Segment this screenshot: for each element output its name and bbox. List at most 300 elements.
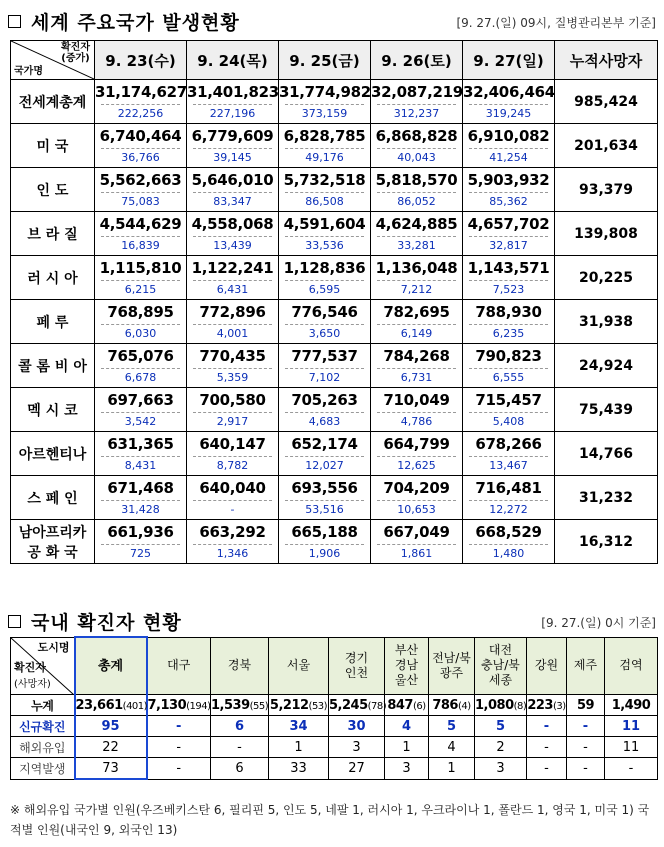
cumulative-deaths: 24,924 — [555, 344, 658, 388]
value: - — [582, 718, 589, 734]
case-cell — [463, 80, 555, 124]
value: 3 — [496, 760, 505, 776]
new-cases: - — [193, 500, 272, 518]
new-cases: 8,431 — [101, 456, 180, 474]
case-cell — [371, 300, 463, 344]
value: - — [583, 760, 588, 776]
region-value — [567, 737, 605, 758]
total-cases: 1,115,810 — [99, 259, 182, 277]
value: 2 — [496, 739, 505, 755]
new-cases: 1,480 — [469, 544, 548, 562]
new-cases: 6,149 — [377, 324, 456, 342]
value: 7,130 — [147, 697, 187, 713]
case-cell — [187, 168, 279, 212]
total-cases: 663,292 — [199, 523, 266, 541]
new-cases: 53,516 — [285, 500, 364, 518]
case-cell — [279, 344, 371, 388]
total-cases: 6,740,464 — [99, 127, 182, 145]
value: 3 — [402, 760, 411, 776]
case-cell — [463, 124, 555, 168]
total-cases: 31,401,823 — [187, 83, 279, 101]
square-bullet-icon — [8, 615, 21, 628]
total-cases: 631,365 — [107, 435, 174, 453]
death-count: (194) — [186, 700, 211, 712]
total-cases: 678,266 — [475, 435, 542, 453]
total-cases: 693,556 — [291, 479, 358, 497]
total-cases: 790,823 — [475, 347, 542, 365]
region-value — [147, 695, 211, 716]
case-cell — [187, 300, 279, 344]
value: 5 — [446, 718, 457, 734]
new-cases: 32,817 — [469, 236, 548, 254]
total-cases: 777,537 — [291, 347, 358, 365]
value: 23,661 — [75, 697, 123, 713]
cumulative-deaths: 75,439 — [555, 388, 658, 432]
case-cell — [279, 300, 371, 344]
cumulative-deaths: 16,312 — [555, 520, 658, 564]
region-header: 서울 — [269, 637, 329, 695]
case-cell — [371, 432, 463, 476]
value: 4 — [447, 739, 456, 755]
country-name: 남아프리카 공 화 국 — [11, 520, 95, 564]
new-cases: 7,523 — [469, 280, 548, 298]
case-cell — [371, 256, 463, 300]
total-cases: 4,591,604 — [283, 215, 366, 233]
new-cases: 86,508 — [285, 192, 364, 210]
total-cases: 665,188 — [291, 523, 358, 541]
total-cases: 6,828,785 — [283, 127, 366, 145]
total-cases: 1,128,836 — [283, 259, 366, 277]
region-value — [211, 695, 269, 716]
total-cases: 4,558,068 — [191, 215, 274, 233]
region-value — [75, 716, 147, 737]
region-value — [527, 758, 567, 780]
new-cases: 12,027 — [285, 456, 364, 474]
case-cell — [95, 520, 187, 564]
total-cases: 705,263 — [291, 391, 358, 409]
case-cell — [279, 124, 371, 168]
new-cases: 33,281 — [377, 236, 456, 254]
total-cases: 765,076 — [107, 347, 174, 365]
date-header: 9. 25(금) — [279, 41, 371, 80]
total-cases: 784,268 — [383, 347, 450, 365]
corner-city-label: 도시명 — [37, 640, 70, 654]
case-cell — [95, 432, 187, 476]
total-cases: 32,406,464 — [463, 83, 555, 101]
new-cases: 2,917 — [193, 412, 272, 430]
value: - — [543, 718, 550, 734]
case-cell — [279, 80, 371, 124]
total-cases: 668,529 — [475, 523, 542, 541]
region-value — [269, 737, 329, 758]
case-cell — [95, 388, 187, 432]
new-cases: 6,235 — [469, 324, 548, 342]
new-cases: 3,650 — [285, 324, 364, 342]
total-cases: 5,903,932 — [467, 171, 550, 189]
domestic-row — [11, 695, 658, 716]
new-cases: 5,359 — [193, 368, 272, 386]
total-cases: 661,936 — [107, 523, 174, 541]
region-header: 경북 — [211, 637, 269, 695]
region-header: 대구 — [147, 637, 211, 695]
total-cases: 667,049 — [383, 523, 450, 541]
total-cases: 1,136,048 — [375, 259, 458, 277]
case-cell — [371, 212, 463, 256]
new-cases: 40,043 — [377, 148, 456, 166]
new-cases: 227,196 — [193, 104, 272, 122]
value: 1 — [402, 739, 411, 755]
new-cases: 39,145 — [193, 148, 272, 166]
case-cell — [371, 80, 463, 124]
new-cases: 6,215 — [101, 280, 180, 298]
total-cases: 5,562,663 — [99, 171, 182, 189]
new-cases: 6,678 — [101, 368, 180, 386]
case-cell — [463, 344, 555, 388]
world-status-table — [10, 40, 658, 564]
value: 73 — [102, 760, 119, 776]
case-cell — [279, 212, 371, 256]
region-value — [385, 758, 429, 780]
case-cell — [187, 212, 279, 256]
value: - — [628, 760, 634, 776]
case-cell — [371, 124, 463, 168]
country-row — [11, 256, 658, 300]
case-cell — [95, 476, 187, 520]
new-cases: 36,766 — [101, 148, 180, 166]
total-cases: 700,580 — [199, 391, 266, 409]
country-name: 페 루 — [11, 300, 95, 344]
country-name: 스 페 인 — [11, 476, 95, 520]
corner-deaths-label: (사망자) — [14, 679, 51, 690]
value: 5 — [495, 718, 506, 734]
region-value — [75, 695, 147, 716]
new-cases: 83,347 — [193, 192, 272, 210]
case-cell — [95, 124, 187, 168]
country-row — [11, 432, 658, 476]
region-value — [605, 758, 658, 780]
death-count: (3) — [552, 700, 566, 712]
region-value — [147, 737, 211, 758]
new-cases: 10,653 — [377, 500, 456, 518]
value: 1,539 — [211, 697, 250, 713]
value: - — [583, 739, 588, 755]
new-cases: 49,176 — [285, 148, 364, 166]
new-cases: 6,731 — [377, 368, 456, 386]
death-count: (4) — [457, 700, 471, 712]
section1-header — [8, 8, 240, 35]
total-cases: 671,468 — [107, 479, 174, 497]
new-cases: 5,408 — [469, 412, 548, 430]
case-cell — [279, 256, 371, 300]
region-value — [147, 716, 211, 737]
case-cell — [95, 212, 187, 256]
total-cases: 710,049 — [383, 391, 450, 409]
case-cell — [279, 520, 371, 564]
new-cases: 12,272 — [469, 500, 548, 518]
value: - — [237, 739, 242, 755]
region-value — [75, 737, 147, 758]
total-cases: 5,646,010 — [191, 171, 274, 189]
value: 34 — [289, 718, 308, 734]
footnote: ※ 해외유입 국가별 인원(우즈베키스탄 6, 필리핀 5, 인도 5, 네팔 1, 러시아 1, 우크라이나 1, 폴란드 1, 영국 1, 미국 1) 국적별 인원(내국인 9, 외국인 13) — [10, 803, 650, 837]
total-cases: 6,910,082 — [467, 127, 550, 145]
value: 5,245 — [329, 697, 368, 713]
total-cases: 31,774,982 — [279, 83, 371, 101]
new-cases: 6,595 — [285, 280, 364, 298]
value: - — [176, 739, 182, 755]
country-name: 러 시 아 — [11, 256, 95, 300]
value: 22 — [102, 739, 119, 755]
value: - — [176, 760, 182, 776]
new-cases: 13,467 — [469, 456, 548, 474]
total-cases: 772,896 — [199, 303, 266, 321]
new-cases: 7,212 — [377, 280, 456, 298]
case-cell — [463, 256, 555, 300]
row-label: 누계 — [11, 695, 75, 716]
total-cases: 32,087,219 — [371, 83, 463, 101]
region-value — [605, 737, 658, 758]
value: 1 — [447, 760, 456, 776]
death-count: (78) — [367, 700, 387, 712]
new-cases: 31,428 — [101, 500, 180, 518]
region-value — [211, 758, 269, 780]
case-cell — [187, 344, 279, 388]
case-cell — [371, 476, 463, 520]
value: 1,490 — [611, 697, 651, 713]
new-cases: 16,839 — [101, 236, 180, 254]
cumulative-deaths: 93,379 — [555, 168, 658, 212]
total-cases: 4,657,702 — [467, 215, 550, 233]
new-cases: 75,083 — [101, 192, 180, 210]
value: 5,212 — [269, 697, 309, 713]
region-value — [567, 716, 605, 737]
value: 11 — [621, 718, 641, 734]
case-cell — [95, 168, 187, 212]
cumulative-deaths: 31,938 — [555, 300, 658, 344]
case-cell — [95, 256, 187, 300]
case-cell — [463, 212, 555, 256]
country-row — [11, 520, 658, 564]
case-cell — [187, 520, 279, 564]
row-label: 해외유입 — [11, 737, 75, 758]
new-cases: 8,782 — [193, 456, 272, 474]
value: 1 — [294, 739, 303, 755]
value: 6 — [235, 760, 244, 776]
region-value — [147, 758, 211, 780]
total-cases: 640,147 — [199, 435, 266, 453]
case-cell — [371, 168, 463, 212]
corner-bottom-label: 국가명 — [14, 66, 43, 77]
country-row — [11, 168, 658, 212]
country-row — [11, 80, 658, 124]
region-header: 대전 충남/북 세종 — [475, 637, 527, 695]
region-value — [527, 737, 567, 758]
region-value — [475, 758, 527, 780]
total-cases: 664,799 — [383, 435, 450, 453]
region-header: 검역 — [605, 637, 658, 695]
value: - — [544, 760, 549, 776]
total-cases: 715,457 — [475, 391, 542, 409]
region-value — [429, 695, 475, 716]
case-cell — [187, 124, 279, 168]
value: - — [544, 739, 549, 755]
section2-header — [8, 608, 182, 635]
total-cases: 640,040 — [199, 479, 266, 497]
region-value — [527, 716, 567, 737]
total-cases: 31,174,627 — [95, 83, 187, 101]
region-value — [329, 758, 385, 780]
date-header: 9. 24(목) — [187, 41, 279, 80]
section2-note: [9. 27.(일) 0시 기준] — [541, 616, 656, 630]
domestic-row — [11, 758, 658, 780]
country-name: 멕 시 코 — [11, 388, 95, 432]
case-cell — [187, 256, 279, 300]
case-cell — [463, 432, 555, 476]
new-cases: 373,159 — [285, 104, 364, 122]
death-count: (53) — [308, 700, 328, 712]
region-header: 강원 — [527, 637, 567, 695]
total-cases: 5,732,518 — [283, 171, 366, 189]
country-row — [11, 212, 658, 256]
case-cell — [463, 520, 555, 564]
domestic-row — [11, 737, 658, 758]
corner-confirmed-label: 확진자 — [14, 660, 46, 674]
cumulative-deaths: 31,232 — [555, 476, 658, 520]
country-name: 전세계총계 — [11, 80, 95, 124]
new-cases: 6,431 — [193, 280, 272, 298]
value: 33 — [290, 760, 307, 776]
section1-title: 세계 주요국가 발생현황 — [31, 12, 240, 34]
value: 11 — [622, 739, 640, 755]
total-cases: 4,544,629 — [99, 215, 182, 233]
cumulative-deaths: 20,225 — [555, 256, 658, 300]
region-value — [385, 737, 429, 758]
case-cell — [463, 476, 555, 520]
case-cell — [463, 168, 555, 212]
case-cell — [279, 432, 371, 476]
new-cases: 13,439 — [193, 236, 272, 254]
region-value — [567, 758, 605, 780]
new-cases: 1,906 — [285, 544, 364, 562]
new-cases: 4,001 — [193, 324, 272, 342]
total-cases: 782,695 — [383, 303, 450, 321]
corner-top-label: 확진자 (증가) — [61, 42, 90, 64]
date-header: 9. 23(수) — [95, 41, 187, 80]
case-cell — [279, 476, 371, 520]
new-cases: 3,542 — [101, 412, 180, 430]
case-cell — [95, 344, 187, 388]
case-cell — [279, 168, 371, 212]
country-name: 브 라 질 — [11, 212, 95, 256]
total-cases: 704,209 — [383, 479, 450, 497]
new-cases: 725 — [101, 544, 180, 562]
region-value — [475, 737, 527, 758]
region-value — [211, 716, 269, 737]
date-header: 9. 27(일) — [463, 41, 555, 80]
total-cases: 1,122,241 — [191, 259, 274, 277]
case-cell — [187, 388, 279, 432]
total-cases: 776,546 — [291, 303, 358, 321]
country-name: 아르헨티나 — [11, 432, 95, 476]
value: 3 — [352, 739, 361, 755]
domestic-row — [11, 716, 658, 737]
death-count: (8) — [513, 700, 527, 712]
case-cell — [463, 300, 555, 344]
case-cell — [187, 476, 279, 520]
cumulative-deaths: 14,766 — [555, 432, 658, 476]
region-value — [429, 758, 475, 780]
total-cases: 1,143,571 — [467, 259, 550, 277]
section2-title: 국내 확진자 현황 — [31, 612, 182, 634]
value: 30 — [347, 718, 366, 734]
region-value — [269, 695, 329, 716]
square-bullet-icon — [8, 15, 21, 28]
case-cell — [187, 432, 279, 476]
row-label: 신규확진 — [11, 716, 75, 737]
value: 4 — [401, 718, 412, 734]
new-cases: 86,052 — [377, 192, 456, 210]
value: 786 — [432, 697, 458, 713]
section1-note: [9. 27.(일) 09시, 질병관리본부 기준] — [456, 16, 656, 30]
case-cell — [371, 344, 463, 388]
region-value — [527, 695, 567, 716]
row-label: 지역발생 — [11, 758, 75, 780]
death-header: 누적사망자 — [555, 41, 658, 80]
death-count: (55) — [249, 700, 269, 712]
new-cases: 319,245 — [469, 104, 548, 122]
domestic-header-row — [11, 637, 658, 695]
new-cases: 7,102 — [285, 368, 364, 386]
cumulative-deaths: 985,424 — [555, 80, 658, 124]
total-cases: 697,663 — [107, 391, 174, 409]
new-cases: 1,861 — [377, 544, 456, 562]
country-row — [11, 344, 658, 388]
region-value — [385, 695, 429, 716]
region-value — [429, 716, 475, 737]
value: 1,080 — [475, 697, 514, 713]
death-count: (401) — [122, 700, 148, 712]
country-name: 인 도 — [11, 168, 95, 212]
case-cell — [279, 388, 371, 432]
case-cell — [95, 80, 187, 124]
domestic-status-table — [10, 636, 658, 780]
world-header-row — [11, 41, 658, 80]
new-cases: 312,237 — [377, 104, 456, 122]
region-value — [475, 716, 527, 737]
country-row — [11, 388, 658, 432]
value: 95 — [101, 718, 120, 734]
total-cases: 5,818,570 — [375, 171, 458, 189]
value: - — [176, 718, 182, 734]
case-cell — [463, 388, 555, 432]
region-value — [605, 695, 658, 716]
new-cases: 85,362 — [469, 192, 548, 210]
total-cases: 788,930 — [475, 303, 542, 321]
region-value — [329, 737, 385, 758]
region-value — [475, 695, 527, 716]
date-header: 9. 26(토) — [371, 41, 463, 80]
new-cases: 6,555 — [469, 368, 548, 386]
new-cases: 222,256 — [101, 104, 180, 122]
region-header: 부산 경남 울산 — [385, 637, 429, 695]
case-cell — [371, 388, 463, 432]
new-cases: 12,625 — [377, 456, 456, 474]
value: 223 — [527, 697, 553, 713]
region-value — [75, 758, 147, 780]
total-cases: 652,174 — [291, 435, 358, 453]
death-count: (6) — [412, 700, 426, 712]
cumulative-deaths: 139,808 — [555, 212, 658, 256]
